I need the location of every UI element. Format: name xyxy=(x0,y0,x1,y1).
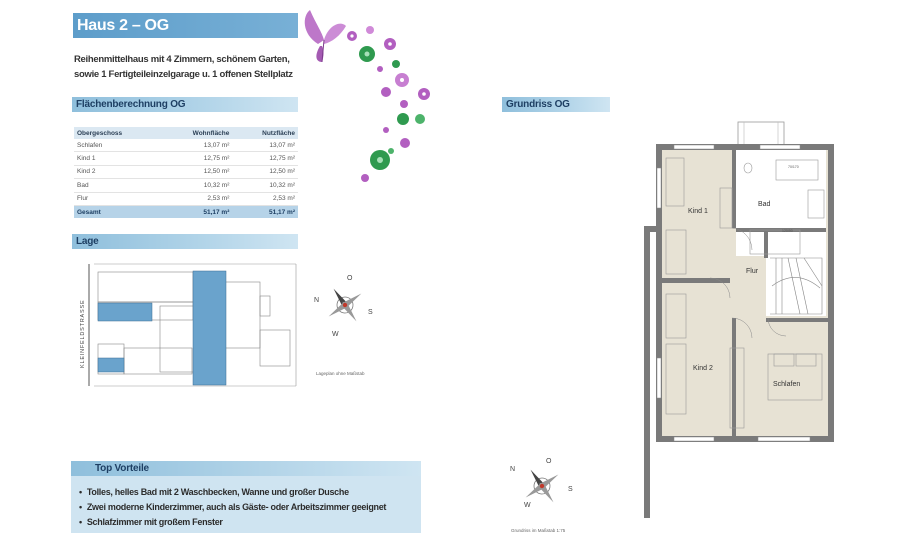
cell: 51,17 m² xyxy=(232,205,298,218)
cell: 12,50 m² xyxy=(232,165,298,178)
compass-w: W xyxy=(524,502,531,509)
compass-n: N xyxy=(314,297,320,304)
list-item: • Tolles, helles Bad mit 2 Waschbecken, Wanne und großer Dusche xyxy=(79,485,386,500)
tub-label: 70/170 xyxy=(788,165,799,169)
floorplan-caption: Grundriss im Maßstab 1:75 xyxy=(511,528,566,533)
compass-n: N xyxy=(510,466,516,473)
cell: 13,07 m² xyxy=(160,139,232,152)
column-header: Nutzfläche xyxy=(232,127,298,139)
compass-w: W xyxy=(332,331,339,338)
list-item: • Zwei moderne Kinderzimmer, auch als Gäste- oder Arbeitszimmer geeignet xyxy=(79,500,386,515)
table-row xyxy=(74,139,298,152)
site-plan-caption: Lageplan ohne Maßstab xyxy=(316,371,365,376)
flowers xyxy=(347,26,430,182)
street-label: KLEINFELDSTRASSE xyxy=(80,299,86,368)
room-schlafen: Schlafen xyxy=(773,381,801,388)
room-bad: Bad xyxy=(758,201,771,208)
compass-o: O xyxy=(347,275,353,282)
butterfly-icon xyxy=(305,10,346,62)
table-row xyxy=(74,179,298,192)
compass-icon xyxy=(312,272,378,338)
cell: Kind 1 xyxy=(74,152,160,165)
list-item: • Schlafzimmer mit großem Fenster xyxy=(79,515,386,530)
room-flur: Flur xyxy=(746,268,759,275)
subtitle xyxy=(74,53,304,82)
table-row xyxy=(74,192,298,205)
floor-plan xyxy=(640,118,850,524)
page-title: Haus 2 – OG xyxy=(73,13,298,38)
advantages-heading: Top Vorteile xyxy=(71,461,421,476)
compass-s: S xyxy=(568,486,573,493)
advantages-list xyxy=(79,485,386,530)
cell: Schlafen xyxy=(74,139,160,152)
cell: 2,53 m² xyxy=(232,192,298,205)
cell: 12,75 m² xyxy=(232,152,298,165)
column-header: Wohnfläche xyxy=(160,127,232,139)
column-header: Obergeschoss xyxy=(74,127,160,139)
room-kind1: Kind 1 xyxy=(688,208,708,215)
area-table xyxy=(74,127,298,218)
cell: 10,32 m² xyxy=(160,179,232,192)
cell: Flur xyxy=(74,192,160,205)
site-plan xyxy=(74,258,304,388)
subtitle-line-1: Reihenmittelhaus mit 4 Zimmern, schönem Garten, xyxy=(74,54,290,65)
cell: 13,07 m² xyxy=(232,139,298,152)
cell: 12,50 m² xyxy=(160,165,232,178)
shower-label: 120/90 xyxy=(782,229,793,233)
area-heading: Flächenberechnung OG xyxy=(72,97,298,112)
total-row xyxy=(74,205,298,218)
cell: 2,53 m² xyxy=(160,192,232,205)
room-kind2: Kind 2 xyxy=(693,365,713,372)
cell: Gesamt xyxy=(74,205,160,218)
subtitle-line-2: sowie 1 Fertigteileinzelgarage u. 1 offenen Stellplatz xyxy=(74,68,293,80)
cell: 51,17 m² xyxy=(160,205,232,218)
advantages-box xyxy=(71,461,421,533)
cell: 10,32 m² xyxy=(232,179,298,192)
table-row xyxy=(74,165,298,178)
table-header-row xyxy=(74,127,298,139)
cell: Bad xyxy=(74,179,160,192)
cell: Kind 2 xyxy=(74,165,160,178)
cell: 12,75 m² xyxy=(160,152,232,165)
flower-decoration xyxy=(300,6,440,186)
compass-icon xyxy=(508,455,578,521)
compass-o: O xyxy=(546,458,552,465)
floorplan-heading: Grundriss OG xyxy=(502,97,610,112)
compass-s: S xyxy=(368,309,373,316)
lage-heading: Lage xyxy=(72,234,298,249)
table-row xyxy=(74,152,298,165)
